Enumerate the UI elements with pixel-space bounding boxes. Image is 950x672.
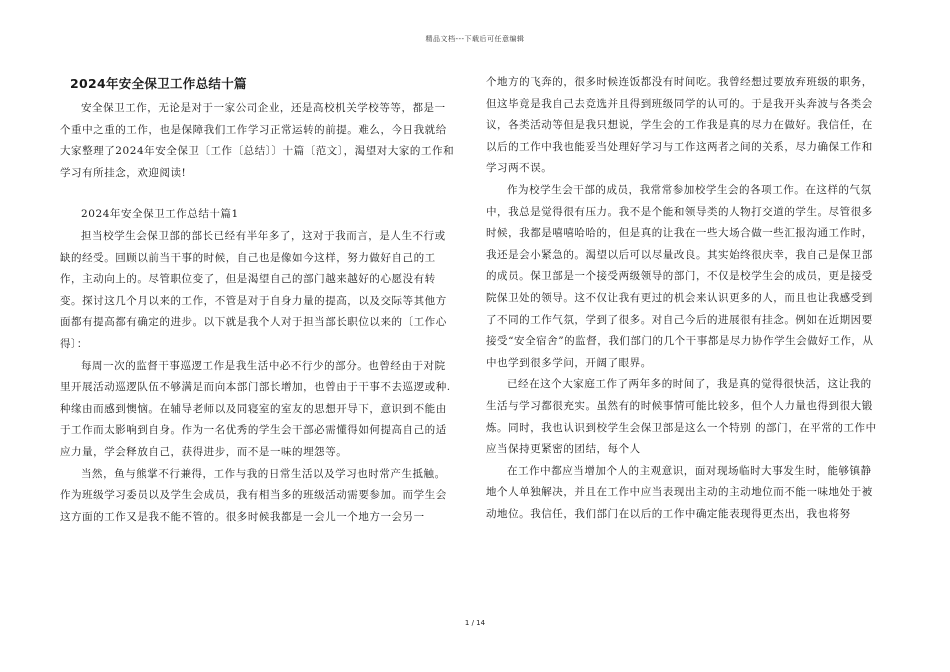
right-column (486, 72, 882, 525)
document-title: 2024年安全保卫工作总结十篇 (70, 76, 247, 91)
page-number: 1 / 14 (464, 619, 486, 627)
body-paragraph: 已经在这个大家庭工作了两年多的时间了，我是真的觉得很快活，这让我的生活与学习都很充实。虽然有的时候事情可能比较多，但个人力量也得到很大锻炼。同时，我也认识到校学生会保卫部是这么一个特别 的部门，在平常的工作中应当保持更紧密的团结，每个人 (486, 378, 877, 456)
body-paragraph: 在工作中都应当增加个人的主观意识，面对现场临时大事发生时，能够镇静地个人单独解决，并且在工作中应当表现出主动的主动地位而不能一味地处于被动地位。我信任，我们部门在以后的工作中确定能表现得更杰出，我也将努 (486, 464, 873, 520)
intro-paragraph: 安全保卫工作，无论是对于一家公司企业，还是高校机关学校等等，都是一个重中之重的工作，也是保障我们工作学习正常运转的前提。难么，今日我就给大家整理了2024年安全保卫〔工作〔总结〕〕十篇〔范文〕，渴望对大家的工作和学习有所挂念，欢迎阅读! (60, 102, 455, 179)
spacer (60, 184, 455, 204)
body-paragraph: 担当校学生会保卫部的部长已经有半年多了，这对于我而言，是人生不行或缺的经受。回顾以前当干事的时候，自己也是像如今这样，努力做好自己的工作，主动向上的。尽管职位变了，但是渴望自己的部门越来越好的心愿没有转变。探讨这几个月以来的工作，不管是对于自身力量的提高，以及交际等其他方面都有提高都有确定的进步。以下就是我个人对于担当部长职位以来的〔工作心得〕： (60, 229, 447, 350)
header-note: 精品文档---下载后可任意编辑 (425, 35, 525, 43)
body-paragraph-continued: 个地方的飞奔的，很多时候连饭都没有时间吃。我曾经想过要放弃班级的职务，但这毕竟是我自己去竞选并且得到班级同学的认可的。于是我开头奔波与各类会议，各类活动等但是我只想说，学生会的工作我是真的尽力在做好。我信任，在以后的工作中我也能妥当处理好学习与工作这两者之间的关系，尽力确保工作和学习两不误。 (486, 76, 873, 175)
body-paragraph: 每周一次的监督干事巡逻工作是我生活中必不行少的部分。也曾经由于对院里开展活动巡逻队伍不够满足而向本部门部长增加，也曾由于干事不去巡逻或种.种缘由而感到懊恼。在辅导老师以及同寝室的室友的思想开导下，意识到不能由于工作而太影响到自身。作为一名优秀的学生会干部必需懂得如何提高自己的适应力量，学会释放自己，获得进步，而不是一味的埋怨等。 (60, 359, 451, 458)
body-paragraph: 作为校学生会干部的成员，我常常参加校学生会的各项工作。在这样的气氛中，我总是觉得很有压力。我不是个能和领导类的人物打交道的学生。尽管很多时候，我都是嘻嘻哈哈的，但是真的让我在一些大场合做一些汇报沟通工作时，我还是会小紧急的。渴望以后可以尽量改良。其实始终很庆幸，我自己是保卫部的成员。保卫部是一个接受两级领导的部门，不仅是校学生会的成员，更是接受院保卫处的领导。这不仅让我有更过的机会来认识更多的人，而且也让我感受到了不同的工作气氛，学到了很多。对自己今后的进展很有挂念。例如在近期因要接受“安全宿舍”的监督，我们部门的几个干事都是尽力协作学生会做好工作，从中也学到很多学问，开阔了眼界。 (486, 183, 874, 369)
section-subheading: 2024年安全保卫工作总结十篇1 (81, 208, 239, 221)
body-paragraph: 当然，鱼与熊掌不行兼得，工作与我的日常生活以及学习也时常产生抵触。作为班级学习委员以及学生会成员，我有相当多的班级活动需要参加。而学生会这方面的工作又是我不能不管的。很多时候我都是一会儿一个地方一会另一 (60, 467, 447, 523)
left-column (60, 74, 455, 528)
